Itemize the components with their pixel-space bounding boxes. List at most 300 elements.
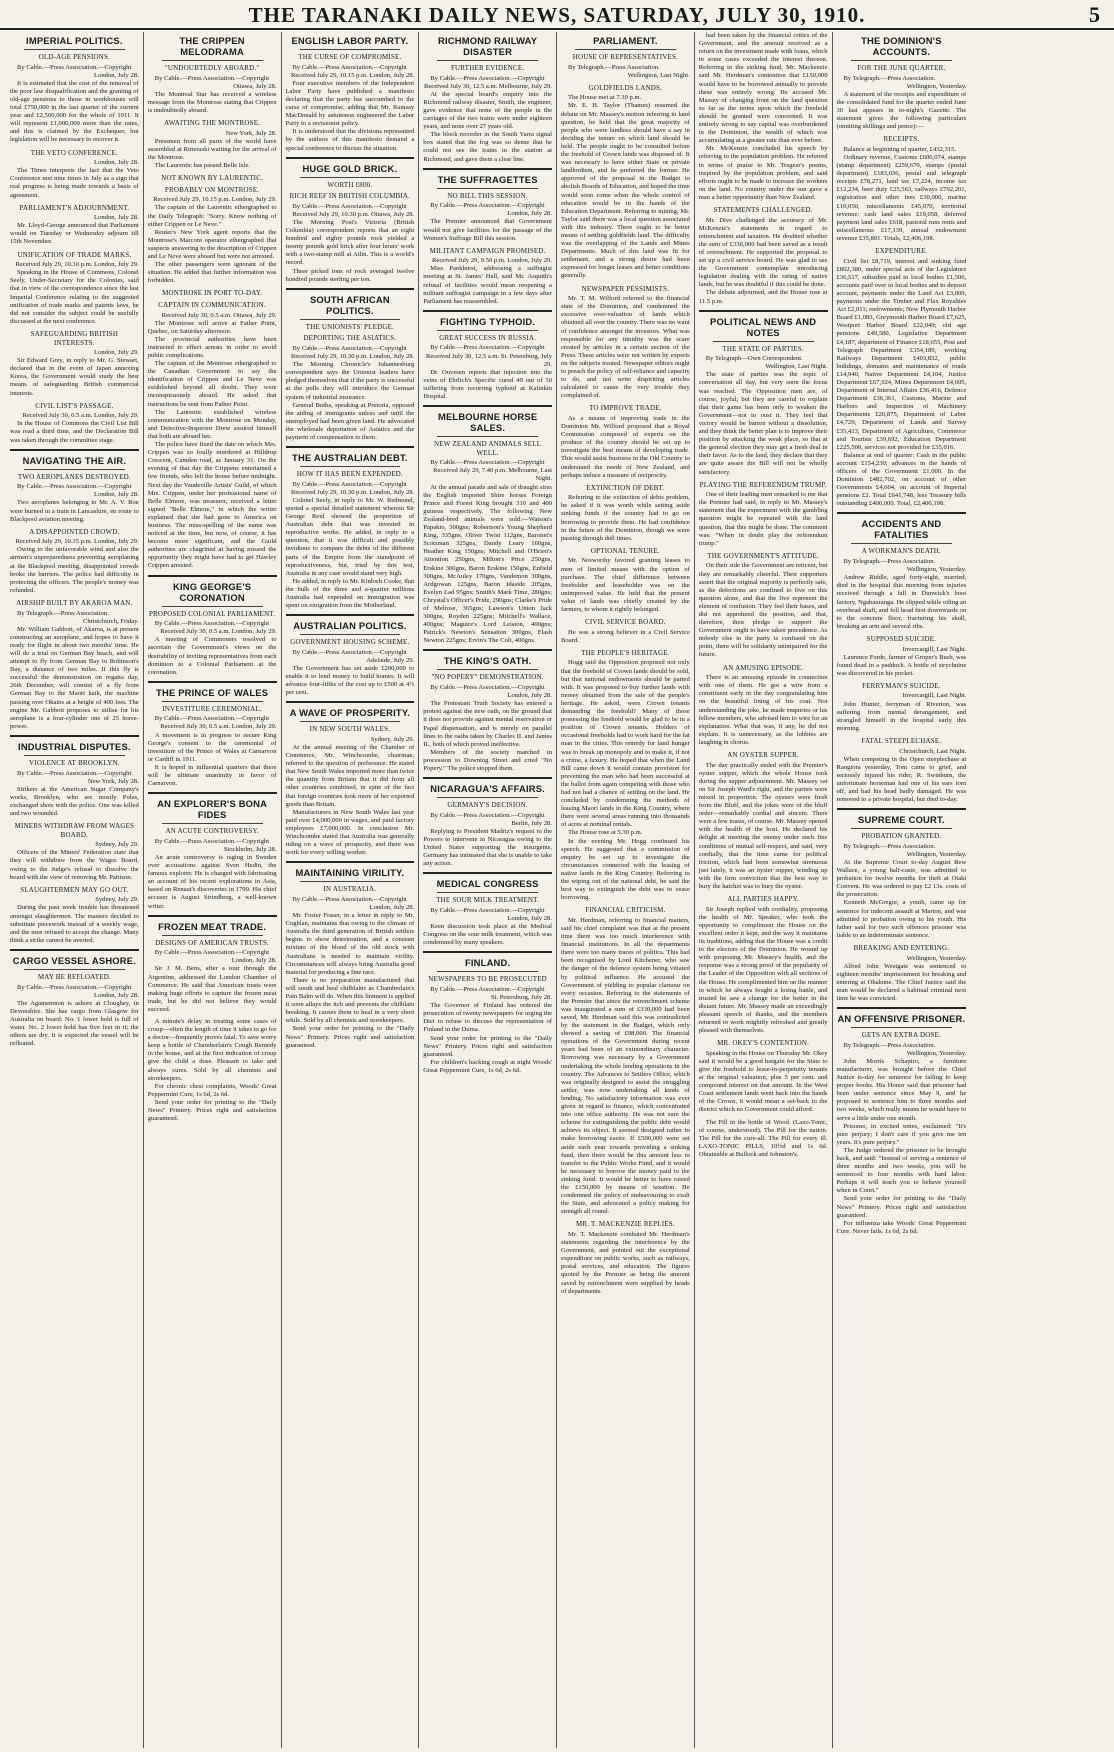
article-paragraph: At the Supreme Court to-day August Rew Wallace, a young half-caste, was admitted to probation for twelve months for theft at Otaki Convent. He was ordered to pay £2 13s. costs of the prosecution. — [836, 858, 967, 899]
article-headline: CARGO VESSEL ASHORE. — [12, 954, 137, 966]
article-byline: By Telegraph—Own Correspondent. — [705, 355, 803, 363]
article-dateline: Received July 29, 10.30 p.m. London, July 29. — [15, 261, 139, 269]
article-byline: By Telegraph.—Press Association. — [843, 1041, 936, 1049]
article-dateline: Berlin, July 28. — [511, 819, 552, 827]
article — [10, 449, 139, 524]
article-subhead: EXTINCTION OF DEBT. — [586, 483, 665, 492]
article-paragraph: Sir J. M. Bens, after a tour through the Argentine, addressed the London Chamber of Commerce. He said that American trusts were making huge efforts to capture the frozen meat trade, but he did not believe they would succeed. — [147, 965, 277, 1013]
article — [10, 35, 139, 145]
article-dateline: London, July 28. — [94, 214, 139, 222]
article-paragraph: Prisoner, in excited tones, exclaimed: "It's pure perjury; I don't care if you give me ten years. It's pure perjury." — [836, 1122, 967, 1146]
article-subhead: CIVIL SERVICE BOARD. — [584, 618, 666, 627]
article — [699, 481, 828, 548]
article-headline: SOUTH AFRICAN POLITICS. — [309, 293, 390, 316]
article-divider — [837, 808, 967, 810]
article — [699, 1119, 828, 1159]
article — [423, 405, 552, 645]
article-subhead: PROBATION GRANTED. — [861, 832, 942, 841]
article-paragraph: He was a strong believer in a Civil Service Board. — [561, 628, 690, 644]
article-dateline: Received July 29, 10.30 p.m. Ottawa, July 28. — [292, 210, 415, 218]
article-dateline: Wellington, Yesterday. — [906, 82, 967, 90]
article-dateline: Received July 29, 10.35 p.m. London, July 29. — [15, 538, 139, 546]
article-subhead: SLAUGHTERMEN MAY GO OUT. — [20, 885, 129, 894]
article-dateline: Wellington, Last Night. — [765, 363, 828, 371]
article-subhead: GOLDFIELDS LANDS. — [588, 83, 663, 92]
article — [10, 204, 139, 247]
article-subhead: HOW IT HAS BEEN EXPENDED. — [296, 470, 403, 479]
article-dateline: St. Petersburg, July 28. — [490, 994, 552, 1002]
article — [423, 247, 552, 306]
article-subhead: FURTHER EVIDENCE. — [450, 64, 525, 72]
article-subhead: "NO POPERY" DEMONSTRATION. — [431, 673, 544, 682]
article — [561, 906, 690, 1216]
headline-rule — [437, 669, 538, 670]
article-headline: THE PRINCE OF WALES — [156, 686, 269, 698]
article-subhead: A WORKMAN'S DEATH. — [861, 547, 941, 556]
column-2 — [144, 32, 282, 1748]
headline-rule — [24, 755, 125, 756]
headline-rule — [713, 341, 814, 342]
article — [837, 247, 967, 509]
article-subhead: SAFEGUARDING BRITISH INTERESTS. — [30, 329, 119, 347]
article-byline: By Cable.—Press Association.—Copyright — [292, 344, 407, 352]
article-byline: By Cable.—Press Association.—Copyright — [154, 837, 270, 845]
article-subhead: OLD-AGE PENSIONS. — [38, 53, 111, 61]
article-subhead: FINANCIAL CRITICISM. — [585, 906, 666, 915]
article-byline: By Cable.—Press Association.—Copyright — [154, 715, 270, 723]
article — [423, 777, 552, 868]
article-dateline: New York, July 28. — [225, 129, 277, 137]
article-paragraph: A minute's delay in treating some cases of croup—often the length of time it takes to go for a doctor—frequently proves fatal. To save worry keep a bottle of Chamberlain's Cough Remedy in the house, and at the first indication of croup give the child a dose. Pleasant to take and always cures. Sold by all chemists and storekeepers. — [147, 1018, 277, 1082]
article — [561, 285, 690, 401]
article-dateline: Wellington, Yesterday. — [906, 954, 967, 962]
article — [699, 1039, 828, 1114]
article-dateline: Received July 29, 10.30 p.m. London, July 28. — [290, 353, 415, 361]
article-paragraph: Manufacturers in New South Wales last year paid over £4,000,000 in wages, and paid factory employees £7,000,000. In conclusion Mr. Winchcombe stated that Australia was generally riding on a wave of prosperity, and there was work for every willing worker. — [285, 808, 415, 857]
headline-rule — [851, 1027, 953, 1028]
article — [561, 547, 690, 614]
article-paragraph: The other passengers were ignorant of the situation. He added that further information was forbidden. — [147, 261, 277, 285]
article-paragraph: Speaking in the House of Commons, Colonel Seely, Under-Secretary for the Colonies, said that in view of the correspondence since the last Imperial Conference relating to the suggested unification of trade marks and patents laws, he did not consider the subject could be usefully discussed at the next conference. — [10, 269, 139, 325]
article-paragraph: Civil list £8,719, interest and sinking fund £802,380, under special acts of the Legislature £36,517, subsidies paid to local bodies £1,506, accounts paid over to local bodies and to deposit account, payments under the Land Act £3,009, payments under the Timber and Flax Royalties Act £2,011; endowments; New Plymouth Harbor Board £1,083, Greymouth Harbor Board £7,625, Westport Harbor Board £22,049; old age pensions £49,580, Legislative Department £4,187, department of Finance £18,655, Post and Telegraph Department £354,189, working Railways Department £403,832, public buildings, domains and maintenance of roads £14,940, Native Department £4,104, Justice Department £67,924, Mines Department £4,605, Department of Internal Affairs £36,416, Defence Department £36,361, Customs, Marine and Harbors and Inspection of Machinery Departments £20,875, Department of Labor £4,729, Department of Lands and Survey £35,413, Department of Agriculture, Commerce and Tourists £39,692, Education Department £225,500, services not provided for £35,016. — [836, 257, 967, 451]
article-paragraph: The Montreal Star has received a wireless message from the Montrose stating that Crippen is undoubtedly aboard. — [147, 90, 277, 114]
article — [423, 310, 552, 401]
article-subhead: AWAITING THE MONTROSE. — [164, 119, 261, 128]
headline-rule — [851, 60, 953, 61]
article-subhead: GETS AN EXTRA DOSE. — [861, 1031, 941, 1040]
article-headline: POLITICAL NEWS AND NOTES — [710, 315, 817, 338]
article-dateline: Sydney, July 29. — [95, 841, 139, 849]
article-paragraph: John Hunter, ferryman of Riverton, was suffering from mental derangement, and strangled himself in the hospital early this morning. — [836, 700, 967, 732]
column-5 — [557, 32, 695, 1748]
headline-rule — [437, 797, 538, 798]
article-byline: By Cable.—Press Association.—Copyright — [17, 983, 132, 991]
article-subhead: GREAT SUCCESS IN RUSSIA. — [439, 333, 537, 342]
article-dateline: Received July 29, 10.15 p.m. London, July 29. — [153, 196, 277, 204]
article-byline: By Cable.—Press Association.—Copyright — [430, 985, 545, 993]
article-paragraph: Referring to the extinction of debts problem, he asked if it was worth while setting aside sinking funds if the country had to go on borrowing to provide them. He had confidence in the future of the Dominion, though we were passing through dull times. — [561, 494, 690, 542]
article-byline: By Cable.—Press Association.—Copyright — [17, 483, 132, 491]
article-headline: FIGHTING TYPHOID. — [440, 315, 536, 327]
headline-rule — [437, 436, 538, 437]
article-dateline: Sydney, July 29. — [370, 735, 415, 743]
article-divider — [423, 168, 552, 170]
article-divider — [148, 681, 277, 683]
article-subhead: THE SOUR MILK TREATMENT. — [436, 896, 540, 905]
article-divider — [423, 777, 552, 779]
article — [699, 310, 828, 477]
headline-rule — [300, 49, 401, 50]
article — [699, 32, 828, 202]
article-paragraph: The Premier announced that Government would not give facilities for the passage of the Women's Suffrage Bill this session. — [423, 218, 552, 242]
article-paragraph: Sir Edward Grey, in reply to Mr. G. Stewart, declared that in the event of Japan annexing Korea, the Government would study the best means of safeguarding British commercial interests. — [10, 357, 139, 397]
column-3 — [282, 32, 420, 1748]
article-byline: By Cable.—Press Association.—Copyright — [430, 202, 545, 210]
article-paragraph: John Morris Schapiro, a furniture manufacturer, was brought before the Chief Justice to-day for sentence for failing to keep proper books. His Honor said that prisoner had been under sentence since May 9, and he proposed to sentence him to three months and two weeks, which really means he would have to serve a little under one month. — [836, 1057, 967, 1122]
article-paragraph: Hogg said the Opposition proposed not only that the freehold of Crown lands should be sold, but that national endowments should be parted with. It was proposed to buy further lands with money obtained from the sale of the people's heritage. He asked, were Crown tenants demanding the freehold? Many of those possessing the freehold would be glad to be in a position of Crown tenants. Holders of occasional freeholds had to work hard for the fat man in the cities. This remedy for land hunger was to break up monopoly and to make it, if not a crime, a luxury. He hoped that when the Land Bill came down it would contain provision for preventing the man who had been successful at the ballot from again competing with those who had not had a chance of settling on the land. He concluded by condemning the methods of leasing Maori lands in the King Country, where there were several areas running into thousands of acres at nominal rentals. — [561, 659, 690, 829]
article-paragraph: Colonel Seely, in reply to Mr. W. Redmond, quoted a special detailed statement wherein Sir George Reid showed the proportion of Australian debt that was invested in reproductive works. He added, in reply to a question, that it was difficult and possibly invidious to compare the debts of the different parts of the Empire from the standpoint of reproductiveness, but, tried by this test, Australia in any case would stand very high. — [285, 496, 415, 577]
article-paragraph: For chronic chest complaints, Woods' Great Peppermint Cure, 1s 6d, 2s 6d. — [147, 1082, 277, 1098]
article — [837, 35, 967, 131]
article-dateline: Adelaide, July 29. — [366, 656, 415, 664]
article-paragraph: During the past week trouble has threatened amongst slaughtermen. The masters decided to substitute piecework instead of a weekly wage, and the men refused to accept the change. Many think a strike cannot be averted. — [10, 904, 139, 944]
article-subhead: CIVIL LIST'S PASSAGE. — [35, 401, 114, 410]
article — [837, 135, 967, 243]
article-paragraph: When competing in the Open steeplechase at Rangiora yesterday, Tom came to grief, and seriously injured his rider, R. Swinburn, the unfortunate horseman had one of his ears torn off, and had his head badly damaged. He was removed to a private hospital, but died to-day. — [836, 755, 967, 804]
article-paragraph: Replying to President Madriz's request to the Powers to intervene in Nicaragua owing to the United States supporting the insurgents, Germany has intimated that she is unable to take any action. — [423, 827, 552, 868]
headline-rule — [437, 330, 538, 331]
article-dateline: Received July 30, 0.5 a.m. Ottawa, July 29. — [161, 311, 277, 319]
article-subhead: FERRYMAN'S SUICIDE. — [862, 681, 941, 690]
article-paragraph: Mr. T. Mackenzie combated Mr. Herdman's statements regarding the interference by the Government, and pointed out the exceptional expenditure on public works, such as railways, postal services, and education. The figures quoted by the Premier as being the amount saved by retrenchment were supplied by heads of departments. — [561, 1230, 690, 1295]
article-paragraph: The Morning Chronicle's Johannesburg correspondent says the Unionist leaders have pledged themselves that if the party is successful at the polls they will introduce the German system of industrial insurance. — [285, 361, 415, 401]
article — [10, 949, 139, 1048]
article-headline: THE DOMINION'S ACCOUNTS. — [861, 35, 942, 57]
article-dateline: Wellington, Yesterday. — [906, 850, 967, 858]
article-divider — [10, 735, 139, 737]
article-headline: SUPREME COURT. — [858, 814, 945, 826]
article-paragraph: An acute controversy is raging in Sweden over accusations against Sven Hedin, the famous explorer. He is charged with fabricating an account of his recent explorations in Asia, based on Renaut's discoveries in 1790. His chief accuser is August Strindberg, a well-known writer. — [147, 854, 277, 910]
article — [10, 251, 139, 326]
article-paragraph: The captain of the Montrose ethergraphed to the Canadian Government to say the identification of Crippen and Le Neve was established beyond all doubt. They were inconspicuously aboard. He asked that instructions be sent from Father Point. — [147, 360, 277, 408]
article-subhead: AN AMUSING EPISODE. — [723, 663, 804, 672]
headline-rule — [851, 543, 953, 544]
article-divider — [148, 792, 277, 794]
article-subhead: PARLIAMENT'S ADJOURNMENT. — [19, 203, 130, 212]
article-dateline: Received July 29, 10.30 p.m. London, July 28. — [290, 488, 415, 496]
article-paragraph: The provincial authorities have been instructed to effect arrests in order to avoid public complications. — [147, 335, 277, 359]
article — [148, 289, 277, 570]
article-paragraph: A meeting of Commoners resolved to ascertain the Government's views on the desirability of inviting representatives from each dominion to a Colonial Parliament at the coronation. — [147, 636, 277, 676]
article-subhead: SUPPOSED SUICIDE. — [866, 634, 937, 643]
article — [10, 149, 139, 200]
article-paragraph: There is an amusing episode in connection with one of them. He got a wire from a constituent early in the day congratulating him on the beautiful lining of his coat. Not understanding the joke, he made enquiries or his fellow members, who advised him to wire for an explanation. What that was, if any, he did not explain. It is unnecessary, as the lobbies are laughing in chorus. — [698, 674, 828, 746]
article-paragraph: In the House of Commons the Civil List Bill was read a third time, and the Declaration Bill was taken through the committee stage. — [10, 420, 139, 444]
article-paragraph: Four executive members of the Independent Labor Party have published a manifesto declaring that the party has succumbed to the curse of compromise, adding that Mr. Ramsay MacDonald by astuteness engineered the Labor Party to a revisionist policy. — [285, 79, 415, 128]
article-byline: By Telegraph.—Press Association. — [568, 63, 660, 71]
article-subhead: PROBABLY ON MONTROSE. — [164, 185, 260, 194]
article-paragraph: The Governor of Finland has ordered the prosecution of twenty newspapers for urging the Diet to refuse to discuss the representation of Finland in the Duma. — [423, 1002, 552, 1034]
article-divider — [837, 1007, 967, 1009]
headline-rule — [162, 701, 263, 702]
article-divider — [699, 310, 828, 312]
article-paragraph: Owing to the unfavorable wind and also the airmen's unpreparedness preventing aeroplaning at the Blackpool meeting, disappointed crowds broke the barriers. The police had difficulty in protecting the officers. The people's money was refunded. — [10, 546, 139, 594]
article-paragraph: Andrew Riddle, aged forty-eight, married, died in the hospital this morning from injuries received through a fall in Dunwick's boot factory, Ngahauranga. He slipped while oiling an overhead shaft, and fell head first downwards on to the concrete floor, fracturing his skull, breaking an arm and several ribs. — [836, 574, 967, 630]
article — [10, 402, 139, 445]
headline-rule — [437, 892, 538, 893]
article-paragraph: Reuter's New York agent reports that the Montrose's Marconi operator ethergraphed that suspects answering to the description of Crippen and Le Neve were aboard but were not arrested. — [147, 228, 277, 260]
article-paragraph: As a means of improving trade in the Dominion Mr. Wilford proposed that a Royal Commission composed of experts on the produce of the country should be set up to investigate the best means of developing trade. This would assist business in the Old Country to understand the needs of New Zealand, and perhaps induce a measure of reciprocity. — [561, 414, 690, 479]
article-paragraph: Mr. Herdman, referring to financial matters, said his chief complaint was that at the present time there was too much interference with financial institutions. In all the departments there were too many traces of politics. This had been recognised by Lord Kitchener, who saw the danger of the defence system being vitiated by political influence. He accused the Government of yielding to popular clamour on every occasion. Referring to the statements of the Premier that since the retrenchment scheme was inaugurated a sum of £330,000 had been saved, Mr. Herdman said this was contradicted by the statement in the Budget, which only showed a saving of £98,000. The financial operations of the Government during recent years had been of an extraordinary character. Borrowing was necessary by a Government undertaking the whole lending operations in the country. The Advances to Settlers Office, which was originally designed to assist the struggling settler, was now undertaking all kinds of lending. No satisfactory information was ever given in regard to finance, which concentrated into one office authority. He was not sure the scheme for extinguishing the public debt would achieve its object. It seemed designed rather to make borrowing easier. If £500,000 were set aside each year towards providing a sinking fund, then there would be this amount less to transfer to the Public Works Fund, and it would be necessary to borrow the money paid to the sinking fund. It would be better to have raised the £150,000 by means of taxation. He condemned the policy of endeavouring to exalt the State, and advocated a policy making for strength all round. — [561, 916, 690, 1216]
article-dateline: London, July 28. — [507, 692, 552, 700]
article-divider — [423, 951, 552, 953]
article-divider — [148, 915, 277, 917]
article-paragraph: The House rose at 5.30 p.m. — [568, 829, 643, 837]
article-subhead: THE CURSE OF COMPROMISE. — [298, 53, 402, 61]
article-dateline: Wellington, Yesterday. — [906, 566, 967, 574]
headline-rule — [162, 823, 263, 824]
article-dateline: Received July 30, 12.5 a.m. Melbourne, July 29. — [423, 82, 552, 90]
article-dateline: Ottawa, July 28. — [233, 82, 277, 90]
article-paragraph: The Laurentic established wireless communication with the Montrose on Monday, and Detective-Inspector Drew assured himself that both are aboard her. — [147, 408, 277, 440]
article — [837, 944, 967, 1003]
article-byline: By Cable.—Press Association.—Copyright — [430, 906, 545, 914]
article-dateline: London, July 28. — [231, 957, 277, 965]
article-paragraph: Strikers at the American Sugar Company's works, Brooklyn, who are mostly Poles, exchanged shots with the police. One was killed and two wounded. — [10, 785, 139, 817]
article-paragraph: Mr. Lloyd-George announced that Parliament would on Tuesday or Wednesday adjourn till 15th November. — [10, 222, 139, 246]
article-paragraph: The block recorder in the South Yarra signal box stated that the fog was so dense that he could not see the trains in the station at Richmond, and gave them a clear line. — [423, 131, 552, 163]
newspaper-title: THE TARANAKI DAILY NEWS, SATURDAY, JULY 30, 1910. — [248, 3, 866, 27]
article-divider — [10, 449, 139, 451]
article-divider — [286, 861, 415, 863]
article-byline: By Cable.—Press Association.—Copyright — [154, 620, 270, 628]
article-subhead: FATAL STEEPLECHASE. — [861, 736, 942, 745]
article-headline: KING GEORGE'S CORONATION — [172, 580, 252, 603]
article-paragraph: Mr. Foster Fraser, in a letter in reply to Mr. Coghlan, maintains that owing to the climate of Australia the third generation of British settlers begins to show deterioration, and a constant mixture of the blood of the old stock with Australians is needed to maintain virility. Circumstances will always bring Australia good material for producing a fine race. — [285, 912, 415, 976]
article-dateline: Received July 29, 7.40 p.m. Melbourne, Last Night. — [433, 467, 552, 483]
headline-rule — [300, 721, 401, 722]
article-headline: AN OFFENSIVE PRISONER. — [837, 1013, 966, 1025]
article — [423, 649, 552, 773]
article-dateline: London, July 28. — [94, 991, 139, 999]
article — [148, 681, 277, 788]
headline-rule — [437, 188, 538, 189]
article-dateline: London, July 29. — [94, 349, 139, 357]
article-headline: NAVIGATING THE AIR. — [22, 454, 127, 466]
article-dateline: Received July 29, 10.15 p.m. London, July 28. — [290, 71, 415, 79]
article-byline: By Cable.—Press Association.—Copyright — [430, 459, 545, 467]
article-divider — [423, 310, 552, 312]
article — [10, 528, 139, 595]
article-subhead: THE UNIONISTS' PLEDGE. — [305, 322, 395, 331]
article-subhead: DESIGNS OF AMERICAN TRUSTS. — [155, 938, 270, 947]
article — [561, 404, 690, 479]
article-divider — [286, 614, 415, 616]
article-headline: MEDICAL CONGRESS — [436, 878, 539, 890]
article — [148, 119, 277, 170]
article — [837, 1007, 967, 1236]
article-subhead: ALL PARTIES HAPPY. — [727, 895, 799, 904]
article — [837, 737, 967, 804]
article-paragraph: Send your order for printing to the "Daily News" Printery. Prices right and satisfaction guaranteed. — [836, 1195, 967, 1219]
article-paragraph: Kenneth McGregor, a youth, came up for sentence for indecent assault at Marton, and was admitted to probation owing to his youth. His father said for two such offences prisoner was liable to an indeterminate sentence. — [836, 899, 967, 939]
headline-rule — [300, 466, 401, 467]
article-dateline: Stockholm, July 28. — [223, 845, 277, 853]
article — [561, 649, 690, 902]
article — [286, 861, 415, 1049]
headline-rule — [24, 969, 125, 970]
article-subhead: MAY BE REFLOATED. — [37, 972, 111, 981]
article-paragraph: The Morning Post's Victoria (British Columbia) correspondent reports that an eight hundred and eighty pounds rock yielded a twenty pounds gold brick after four hours' work with a two-stamp mill at Atlin. This is a world's record. — [285, 219, 415, 267]
article-byline: By Cable.—Press Association.—Copyright — [430, 684, 545, 692]
article-headline: FROZEN MEAT TRADE. — [158, 920, 267, 932]
article-dateline: Received July 29, 9.50 p.m. London, July 29. — [432, 257, 552, 265]
article-subhead: MONTROSE IN PORT TO-DAY. — [162, 289, 263, 298]
article-paragraph: Two aeroplanes belonging to Mr. A. V. Roe were burned in a train in Lancashire, en route to Blackpool aviation meeting. — [10, 499, 139, 523]
article-byline: By Cable.—Press Association.—Copyright — [17, 769, 132, 777]
article-paragraph: The day practically ended with the Premier's oyster supper, which the whole House took during the supper adjournment. Mr. Massey sat on Sir Joseph Ward's right, and the parties were mixed in proportion. The oysters were fresh from the Bluff, and the jokes were of the bluff order—remarkably cordial and sincere. There were a few toasts, of course. Mr. Massey opened with the health of the host. He declared his delight at meeting the enemy under such fine conditions of mutual self-respect, and said, very cordially, that the time came for political friction, which had been somewhat strenuous just lately, it was an oyster supper, winding up with the firm conviction that the best way to bury the hatchet was to bury the oyster. — [698, 761, 828, 890]
headline-rule — [300, 177, 401, 178]
article-byline: By Telegraph.—Press Association. — [17, 609, 109, 617]
article-paragraph: Three picked tons of rock averaged twelve hundred pounds sterling per ton. — [285, 267, 415, 283]
article-paragraph: Mr. Nosworthy favored granting leases to men of limited means with the option of purchase. The chief difference between freeholder and leaseholder was on the unimproved value. He held that the present value of lands was chiefly created by the farmers, to whom it rightly belonged. — [561, 557, 690, 613]
article — [837, 808, 967, 940]
article-dateline: Sydney, July 29. — [95, 896, 139, 904]
article-paragraph: General Botha, speaking at Pretoria, opposed the aiding of immigrants unless and until the unemployed had been given land. He advocated the wholesale deportation of Asiatics and the payment of compensation to them. — [285, 401, 415, 441]
article-paragraph: had been taken by the financial critics of the Government, and the amount received as a return on the investment made with loans, which in some cases exceeded the interest thereon. Referring to the sinking fund, Mr. Mackenzie said Mr. Herdman's contention that £150,000 would have to be borrowed annually to provide these was entirely wrong. He accused Mr. Massey of changing front on the land question so far as the terms upon which the freehold should be granted were concerned. It was entirely wrong to say capital was overburdened in the Dominion, the wealth of which was accumulating at a greater rate than ever before. — [698, 32, 828, 145]
article-paragraph: Send your order for printing to the "Daily News" Printery. Prices right and satisfaction guaranteed. — [285, 1025, 415, 1049]
masthead — [0, 0, 1114, 30]
article-dateline: Invercargill, Last Night. — [902, 692, 967, 700]
article-subhead: PLAYING THE REFERENDUM TRUMP. — [699, 480, 827, 489]
article-paragraph: The Agamemnon is ashore at Cloughey, in Devonshire. She has cargo from Glasgow for Australia on board. No. 1 lower hold is full of water. No. 2 lower hold has five feet in it; the others are dry. It is expected the vessel will be refloated. — [10, 999, 139, 1048]
article-paragraph: Mr. Dive challenged the accuracy of Mr. McKenzie's statements in regard to retrenchment and taxation. He doubted whether the sum of £330,000 had been saved as a result of retrenchment. He supported the proposal to set up a civil service board. He was glad to see the Government contemplate introducing legislation dealing with the rating of native lands, but he was doubtful if this could be done. — [698, 216, 828, 289]
article-paragraph: A statement of the receipts and expenditure of the consolidated fund for the quarter ended June 30 last appears in to-night's Gazette. The statement gives the following particulars (omitting shillings and pence):— — [836, 90, 967, 131]
article-paragraph: In the evening Mr. Hogg continued his speech. He suggested that a commission of enquiry be set up to investigate the circumstances connected with the leasing of native lands in the King Country. Referring to the wiping out of the national debt, he said the best way to extinguish the debt was to cease borrowing. — [561, 837, 690, 902]
article-paragraph: The Pill in the bottle of Wood. (Laxo-Tonic, of course, understood). The Pill for the nation. The Pill for the cure-all. The Pill for every ill. LAXO-TONIC PILLS, 10½d and 1s 6d. Obtainable at Bullock and Johnston's. — [698, 1118, 828, 1158]
article — [561, 35, 690, 80]
article-divider — [286, 157, 415, 159]
article-paragraph: Ordinary revenue, Customs £606,074, stamps (stamp department) £259,670, stamps (postal department) £183,036, postal and telegraph receipts £78,271, land tax £7,224, income tax £12,234, beer duty £25,563, railways £792,201, registration and other fees £30,000, marine £10,050, miscellaneous £45,070, territorial revenue: cash land sales £19,058, deferred payment land sales £618, pastoral runs rents and miscellaneous £17,139, annual endowment revenue £35,801. Totals, £2,406,198. — [836, 153, 967, 242]
article — [286, 614, 415, 697]
article-paragraph: Balance at end of quarter: Cash in the public account £154,230; advances in the hands of officers of the Government £1,000. In the Dominion £482,702, on account of other Governments £4,604, on account of Imperial pensions £2. Total £641,748, less Treasury bills outstanding £400,000. Total, £2,406,198. — [836, 451, 967, 508]
article-paragraph: The House met at 7.30 p.m. — [568, 94, 642, 102]
article — [148, 792, 277, 910]
article — [699, 206, 828, 306]
article-paragraph: The Laurentic has passed Belle Isle. — [154, 162, 250, 170]
article-paragraph: Dr. Ouvesen reports that injection into the veins of Ehrlich's Specific cured 49 out of 50 suffering from recurring typhoid at Kalinkin Hospital. — [423, 368, 552, 400]
headline-rule — [300, 319, 401, 320]
article-subhead: THE VETO CONFERENCE. — [30, 148, 118, 157]
article-paragraph: For children's hacking cough at night Woods' Great Peppermint Cure, 1s 6d, 2s 6d. — [423, 1058, 552, 1074]
article-byline: By Cable.—Press Association.—Copyright — [292, 648, 407, 656]
article-subhead: AIRSHIP BUILT BY AKAROA MAN. — [16, 598, 133, 607]
article-headline: AUSTRALIAN POLITICS. — [293, 620, 407, 632]
article — [699, 895, 828, 1035]
article-byline: By Cable.—Press Association.—Copyright — [292, 480, 407, 488]
article-dateline: Christchurch, Friday. — [82, 617, 139, 625]
article — [561, 1220, 690, 1295]
article-paragraph: At the special board's enquiry into the Richmond railway disaster, Smith, the engineer, gave evidence that none of the people in the carriages of the two trains were under eighteen years, and none over 27 years old. — [423, 90, 552, 131]
article-paragraph: The Government has set aside £200,000 to enable it to lend money to build homes. It will advance four-fifths of the cost up to £500 at 4½ per cent. — [285, 664, 415, 697]
article-subhead: AN OYSTER SUPPER. — [727, 751, 799, 759]
article-paragraph: Balance at beginning of quarter, £432,315. — [843, 145, 957, 153]
article-paragraph: Mr. William Gabbott, of Akaroa, is at present constructing an aeroplane, and hopes to have it ready for flight in about two months' time. He will do a trial on German Bay beach, and will attempt to fly from German Bay to Robinson's Bay, a distance of two miles. If this fly is successful the demonstration on regatta day, 26th December, will consist of a fly from German Bay to the Maori kaik, the machine passing over Okains at a height of 400 feet. The engine Mr. Gabbott proposes to utilise for his aeroplane is a four-cylinder one of 25 horse-power. — [10, 625, 139, 730]
article-headline: ENGLISH LABOR PARTY. — [291, 35, 409, 46]
article-paragraph: Pressmen from all parts of the world have assembled at Rimouski waiting for the arrival of the Montrose. — [147, 137, 277, 161]
headline-rule — [162, 606, 263, 607]
article-dateline: Received July 30, 0.5 a.m. London, July 29. — [160, 723, 277, 731]
headline-rule — [300, 881, 401, 882]
article — [10, 886, 139, 945]
article-subhead: MR. OKEY'S CONTENTION. — [717, 1039, 810, 1048]
article — [561, 618, 690, 645]
article — [286, 288, 415, 442]
headline-rule — [300, 634, 401, 635]
article-divider — [423, 872, 552, 874]
article-dateline: London, July 28. — [507, 915, 552, 922]
article-subhead: GOVERNMENT HOUSING SCHEME. — [290, 638, 410, 647]
article-headline: THE KING'S OATH. — [443, 655, 532, 667]
article-subhead: MINERS WITHDRAW FROM WAGES BOARD. — [14, 822, 135, 839]
article-paragraph: Mr. E. H. Taylor (Thames) resumed the debate on Mr. Massey's motion referring to land question, he held that the great majority of people who were landless should have a say in deciding the tenure on which land should be held. The people ought to be consulted before the freehold of Crown lands was disposed of. It was necessary to have either State or private landlordism, and he preferred the former. He approved of the proposal in the Budget to abolish Boards of Education, and hoped the time would soon come when the whole control of education would be in the hands of the Education Department. Referring to mining, Mr. Taylor said there was a local question associated with this industry. There ought to be better means of settling goldfields land. The difficulty was the overlapping of the Lands and Mines Departments. Much of this land was fit for settlement, and a strong desire had been expressed for longer leases and better conditions generally. — [561, 102, 690, 280]
article-dateline: London, July 28. — [94, 159, 139, 167]
article-subhead: VIOLENCE AT BROOKLYN. — [29, 758, 120, 767]
article-paragraph: Mr. T. M. Wilford referred to the financial state of the Dominion, and condemned the excessive over-valuation of lands which obtained all over the country. There was no want of confidence amongst the investors. What was responsible for any timidity was the scare created by articles in a certain section of the Press. These articles were not written by experts on the subjects treated. Newspaper editors ought to preach the policy of self-reliance and capacity to do, and not write dispiriting articles calculated to cause the very trouble they complained of. — [561, 295, 690, 400]
article-paragraph: The police have fixed the date on which Mrs. Crippen was so foully murdered at Hilldrop Crescent, Camden road, as January 31. On the evening of that day the Crippens entertained a few friends, who left the house before midnight. Next day the Vaudeville Artists' Guild, of which Mrs. Crippen, under her professional name of Belle Elmore, was treasurer, received a letter signed "Belle Elmore," in which the writer explained that she had gone to America on business. The miss-spelling of the name was noticed at the time, but now, of course, it has become more significant, and the Guild authorities are chagrined at having missed the opportunity they might have had to get Hawley Crippen arrested. — [147, 441, 277, 570]
article-subhead: IN NEW SOUTH WALES. — [309, 725, 391, 734]
article-paragraph: A movement is in progress to secure King George's consent to the ceremonial of investiture of the Prince of Wales at Carnarvon or Cardiff in 1911. — [147, 731, 277, 763]
article-dateline: Christchurch, Last Night. — [899, 747, 967, 755]
article-paragraph: The Judge ordered the prisoner to be brought back, and said: "Instead of serving a sentence of three months and two weeks, you will be sentenced to four months with hard labor. Perhaps it will teach you to behave yourself when in Court." — [836, 1146, 967, 1195]
article — [423, 168, 552, 243]
article-subhead: HOUSE OF REPRESENTATIVES. — [572, 53, 679, 61]
article-paragraph: The Montrose will arrive at Father Point, Quebec, on Saturday afternoon. — [147, 319, 277, 335]
article-subhead: NO BILL THIS SESSION. — [447, 191, 528, 200]
article-paragraph: Miss Pankhurst, addressing a suffragist meeting at St. James' Hall, said Mr. Asquith's refusal of facilities would mean reopening a militant suffragist campaign in a few days after Parliament has reassembled. — [423, 265, 552, 305]
article-dateline: Wellington, Yesterday. — [906, 1049, 967, 1057]
article-paragraph: Laurence Forde, farmer of Groper's Bush, was found dead in a paddock. A bottle of strychnine was discovered in his pocket. — [836, 653, 967, 677]
column-6 — [695, 32, 833, 1748]
article — [286, 157, 415, 284]
article-paragraph: Mr. McKenzie concluded his speech by referring to the population problem. He referred in terms of praise to Mr. Tregear's poems, inspired by the population problem, and said efforts ought to be made to increase the workers on the land. No country under the sun gave a man a better opportunity than New Zealand. — [698, 145, 828, 201]
headline-rule — [162, 60, 263, 61]
article-paragraph: There is no preparation manufactured that will sooth and heal chilblains as Chamberlain's Pain Balm will do. When this liniment is applied it soon allays the itch and prevents the chilblain breaking. It causes them to heal in a very short while. Sold by all chemists and storekeepers. — [285, 976, 415, 1025]
article-byline: By Cable.—Press Association.—Copyright — [292, 63, 407, 71]
article-subhead: A DISAPPOINTED CROWD. — [29, 527, 120, 536]
article-dateline: Invercargill, Last Night. — [902, 645, 967, 653]
article-paragraph: Send your order for printing to the "Daily News" Printery. Prices right and satisfaction guaranteed. — [147, 1098, 277, 1123]
article-subhead: CAPTAIN IN COMMUNICATION. — [158, 300, 266, 309]
article-headline: HUGE GOLD BRICK. — [302, 162, 398, 174]
article-byline: By Cable.—Press Association.—Copyright — [430, 344, 545, 352]
article-paragraph: Members of the society marched in procession to Downing Street and cried "No Popery." The police stopped them. — [423, 748, 552, 772]
article-paragraph: One of their leading men remarked to me that the Premier had said, in reply to Mr. Massey's statement that the experiment with the gambling question might be repeated with the land question, that this might be done. The comment was: "When in doubt play the referendum trump." — [698, 491, 828, 547]
columns — [6, 32, 1108, 1748]
column-1 — [6, 32, 144, 1748]
article-divider — [837, 512, 967, 514]
article-subhead: OPTIONAL TENURE. — [590, 546, 660, 555]
article-dateline: New York, July 28. — [87, 777, 139, 785]
article — [561, 484, 690, 543]
headline-rule — [24, 469, 125, 470]
article-headline: INDUSTRIAL DISPUTES. — [18, 740, 131, 752]
article-headline: MELBOURNE HORSE SALES. — [437, 411, 538, 434]
article-paragraph: At the annual parade and sale of draught sires the English imported Shire horses Foreign Prince and Forest King brought 310 and 400 guineas respectively. The following New Zealand-bred animals were sold:—Watson's Papakio, 300gns; Robertson's Young Shepherd King, 335gns, Oliver Twist 112gns, Baronet's Scotsman 325gns, Dandy Leary 160gns, Heather King 150gns; Mitchell and O'Brien's Attention 250gns, Milton's Price 250gns, Erskine 300gns, Baron Erskine 150gns, Enfield 300gns, McAuley 170gns, Vandemon 300gns, Ardgowan 125gns, Baron Idaside 205gns, Evelyn Lad 95gns; Smith's Mark Time, 280gns; Chrystal's Officer's Pride, 290gns; Clarke's Pride of Melrose, 365gns; Lawson's Union Jack 300gns, Royden 225gns; Mitchell's Wallace, 400gns; Maguire's Lord Leiston, 400gns; Patrick's Newton's Sensation 300gns, Flash Newton 225gns; Ervin's The Colt, 400gns. — [423, 483, 552, 645]
article-divider — [286, 446, 415, 448]
article-byline: By Telegraph.—Press Association. — [843, 558, 936, 566]
article-paragraph: Sir Joseph replied with cordiality, proposing the health of Mr. Speaker, who took the opportunity to compliment the House on the excellent order it kept, and the way it maintains its traditions, adding that the House was a credit to the electors of the Dominion. He wound up with proposing Mr. Massey's health, and the response was a strong proof of the popularity of the Leader of the Opposition with all sections of the House. He complimented him on the manner in which he always fought a losing battle, and trusted he saw a change for the better in the distant future. Mr. Massey made an exceedingly pleasant speech of thanks, and the members returned to work mightily refreshed and greatly pleased with themselves. — [698, 905, 828, 1035]
